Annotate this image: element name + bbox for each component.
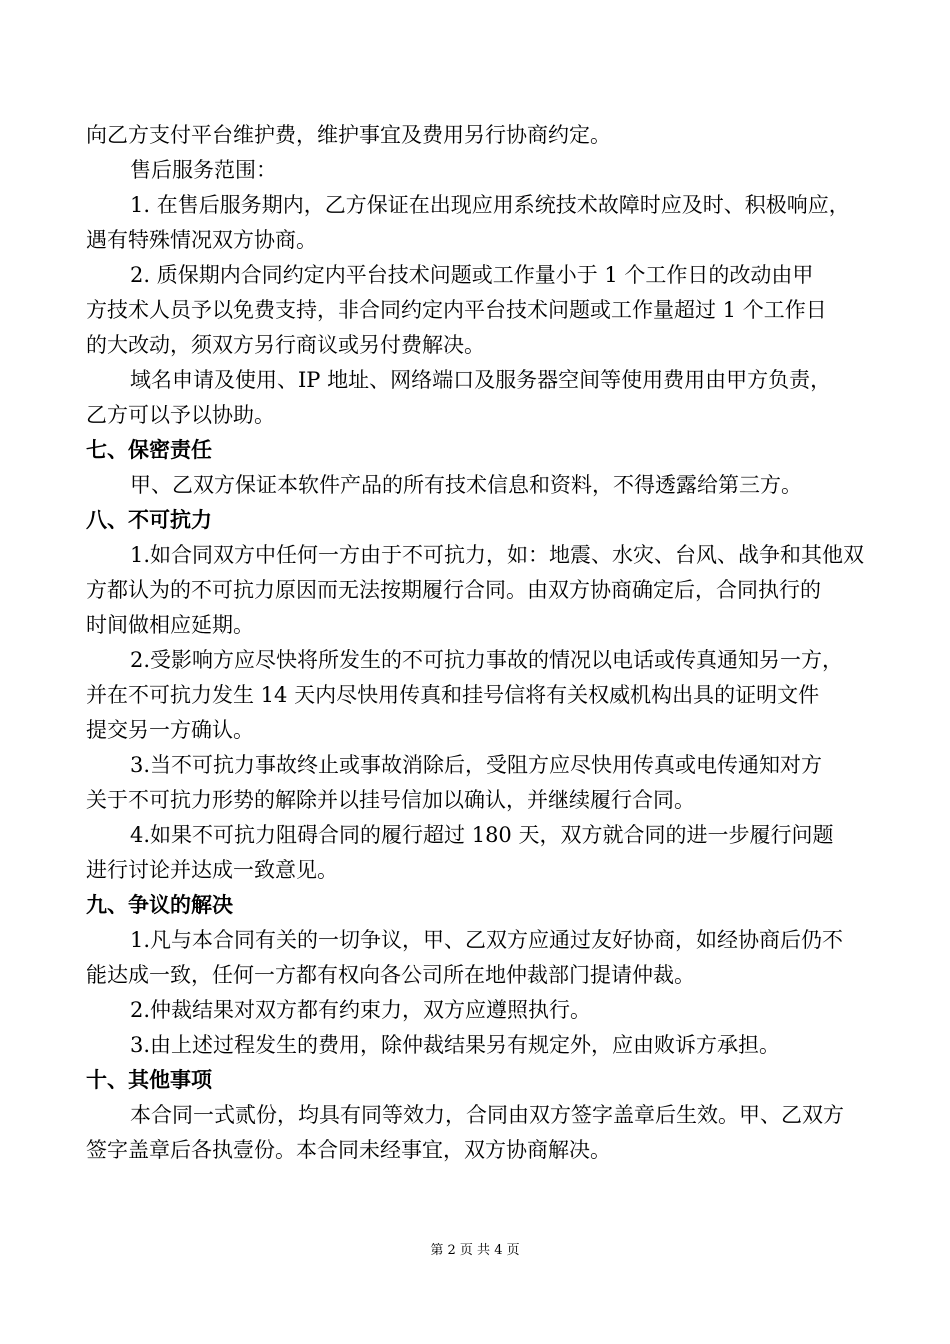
- paragraph-line: 1.如合同双方中任何一方由于不可抗力，如：地震、水灾、台风、战争和其他双: [130, 543, 865, 567]
- paragraph-line: 方都认为的不可抗力原因而无法按期履行合同。由双方协商确定后，合同执行的: [86, 578, 821, 602]
- paragraph-line: 遇有特殊情况双方协商。: [86, 228, 317, 252]
- paragraph-line: 4.如果不可抗力阻碍合同的履行超过 180 天，双方就合同的进一步履行问题: [130, 823, 834, 847]
- paragraph-line: 2.受影响方应尽快将所发生的不可抗力事故的情况以电话或传真通知另一方，: [130, 648, 844, 672]
- paragraph-line: 并在不可抗力发生 14 天内尽快用传真和挂号信将有关权威机构出具的证明文件: [86, 683, 820, 707]
- paragraph-line: 方技术人员予以免费支持，非合同约定内平台技术问题或工作量超过 1 个工作日: [86, 298, 827, 322]
- paragraph-line: 甲、乙双方保证本软件产品的所有技术信息和资料，不得透露给第三方。: [130, 473, 802, 497]
- paragraph-line: 的大改动，须双方另行商议或另付费解决。: [86, 333, 485, 357]
- paragraph-line: 乙方可以予以协助。: [86, 403, 275, 427]
- paragraph-line: 签字盖章后各执壹份。本合同未经事宜，双方协商解决。: [86, 1138, 611, 1162]
- paragraph-line: 提交另一方确认。: [86, 718, 254, 742]
- paragraph-line: 能达成一致，任何一方都有权向各公司所在地仲裁部门提请仲裁。: [86, 963, 695, 987]
- paragraph-line: 2. 质保期内合同约定内平台技术问题或工作量小于 1 个工作日的改动由甲: [130, 263, 814, 287]
- paragraph-line: 域名申请及使用、IP 地址、网络端口及服务器空间等使用费用由甲方负责，: [130, 368, 832, 392]
- paragraph-line: 关于不可抗力形势的解除并以挂号信加以确认，并继续履行合同。: [86, 788, 695, 812]
- paragraph-line: 2.仲裁结果对双方都有约束力，双方应遵照执行。: [130, 998, 592, 1022]
- paragraph-line: 本合同一式贰份，均具有同等效力，合同由双方签字盖章后生效。甲、乙双方: [130, 1103, 844, 1127]
- section-heading: 八、不可抗力: [86, 508, 212, 532]
- paragraph-line: 1. 在售后服务期内，乙方保证在出现应用系统技术故障时应及时、积极响应，: [130, 193, 850, 217]
- section-heading: 七、保密责任: [86, 438, 212, 462]
- paragraph-line: 3.由上述过程发生的费用，除仲裁结果另有规定外，应由败诉方承担。: [130, 1033, 781, 1057]
- paragraph-line: 1.凡与本合同有关的一切争议，甲、乙双方应通过友好协商，如经协商后仍不: [130, 928, 844, 952]
- document-body: [86, 118, 866, 1168]
- section-heading: 十、其他事项: [86, 1068, 212, 1092]
- paragraph-line: 向乙方支付平台维护费，维护事宜及费用另行协商约定。: [86, 123, 611, 147]
- paragraph-line: 时间做相应延期。: [86, 613, 254, 637]
- page-footer: 第 2 页 共 4 页: [430, 1243, 520, 1258]
- paragraph-line: 3.当不可抗力事故终止或事故消除后，受阻方应尽快用传真或电传通知对方: [130, 753, 823, 777]
- paragraph-line: 售后服务范围：: [130, 158, 277, 182]
- section-heading: 九、争议的解决: [86, 893, 233, 917]
- paragraph-line: 进行讨论并达成一致意见。: [86, 858, 338, 882]
